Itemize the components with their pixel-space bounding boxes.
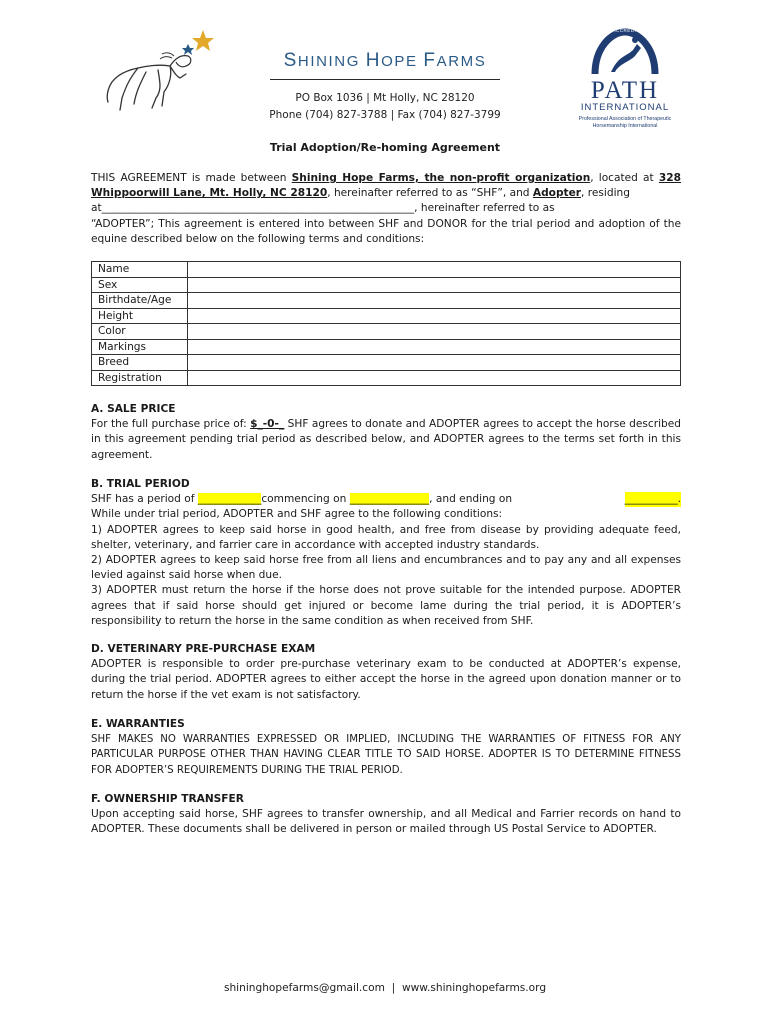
condition-3: 3) ADOPTER must return the horse if the horse does not prove suitable for the intended purpose. ADOPTER agrees that if said horse should get injured or become lame during the trial period, it is ADOPTER’s responsibility to return the horse in the same condition as when received from SHF.: [91, 584, 681, 627]
star-icon: [192, 30, 214, 51]
table-row: Sex: [92, 277, 681, 293]
footer: shininghopefarms@gmail.com | www.shininghopefarms.org: [223, 982, 547, 994]
table-cell[interactable]: [188, 277, 681, 293]
horse-logo: [100, 26, 220, 126]
star-icon: [182, 44, 194, 55]
table-row: Breed: [92, 355, 681, 371]
table-row: Name: [92, 262, 681, 278]
end-date-blank[interactable]: __________.: [625, 492, 681, 507]
intro-address-blank: at___________________________________________________________, hereinafter referred to as: [91, 202, 555, 215]
path-wordmark: PATH: [590, 77, 660, 104]
section-vet-exam: D. VETERINARY PRE-PURCHASE EXAM ADOPTER is responsible to order pre-purchase veterinary exam to be conducted at ADOPTER’s expense, during the trial period. ADOPTER agrees to either accept the horse in the agreed upon donation manner or to return the horse if the vet exam is not satisfactory.: [91, 643, 681, 701]
table-row: Height: [92, 308, 681, 324]
table-row: Markings: [92, 339, 681, 355]
section-heading: E. WARRANTIES: [91, 718, 185, 730]
table-row: Color: [92, 324, 681, 340]
table-cell[interactable]: [188, 324, 681, 340]
equine-table: [91, 261, 681, 386]
section-warranties: E. WARRANTIES SHF MAKES NO WARRANTIES EXPRESSED OR IMPLIED, INCLUDING THE WARRANTIES OF FITNESS FOR ANY PARTICULAR PURPOSE OTHER THAN HAVING CLEAR TITLE TO SAID HORSE. ADOPTER IS TO DETERMINE FITNESS FOR ADOPTER’S REQUIREMENTS DURING THE TRIAL PERIOD.: [91, 718, 681, 776]
phone-line: Phone (704) 827-3788 | Fax (704) 827-3799: [269, 109, 501, 121]
sale-price-value: $_-0-_: [250, 418, 285, 431]
intro-paragraph: THIS AGREEMENT is made between Shining Hope Farms, the non-profit organization, located at 328 Whippoorwill Lane, Mt. Holly, NC 28120, hereinafter referred to as “SHF”, and Adopter, residing at___________________________________________________________, hereinafter referred to as “ADOPTER”; This agreement is entered into between SHF and DONOR for the trial period and adoption of the equine described below on the following terms and conditions:: [91, 172, 681, 245]
section-ownership-transfer: F. OWNERSHIP TRANSFER Upon accepting said horse, SHF agrees to transfer ownership, and all Medical and Farrier records on hand to ADOPTER. These documents shall be delivered in person or mailed through US Postal Service to ADOPTER.: [91, 793, 681, 836]
section-heading: A. SALE PRICE: [91, 403, 176, 415]
document-title: Trial Adoption/Re-homing Agreement: [269, 141, 501, 154]
condition-1: 1) ADOPTER agrees to keep said horse in good health, and free from disease by providing adequate feed, shelter, veterinary, and farrier care in accordance with accepted industry standards.: [91, 523, 681, 551]
section-heading: F. OWNERSHIP TRANSFER: [91, 793, 244, 805]
table-cell[interactable]: [188, 308, 681, 324]
path-subtitle: INTERNATIONAL: [580, 102, 670, 113]
address-line: PO Box 1036 | Mt Holly, NC 28120: [295, 92, 475, 104]
path-logo: [565, 26, 685, 136]
table-row: Registration: [92, 370, 681, 386]
section-heading: B. TRIAL PERIOD: [91, 478, 190, 490]
org-title: SHINING HOPE FARMS: [283, 50, 487, 71]
path-ring-text: PREMIER ACCREDITED CENTER: [587, 28, 671, 33]
condition-2: 2) ADOPTER agrees to keep said horse free from all liens and encumbrances and to pay any and all expenses levied against said horse when due.: [91, 554, 681, 582]
footer-website[interactable]: www.shininghopefarms.org: [401, 982, 547, 994]
table-cell[interactable]: [188, 339, 681, 355]
table-cell[interactable]: [188, 355, 681, 371]
rider-icon: [585, 26, 671, 80]
section-heading: D. VETERINARY PRE-PURCHASE EXAM: [91, 643, 316, 655]
footer-email[interactable]: shininghopefarms@gmail.com: [223, 982, 385, 994]
trial-length-blank[interactable]: ____________: [197, 493, 262, 506]
table-cell[interactable]: [188, 293, 681, 309]
table-cell[interactable]: [188, 262, 681, 278]
table-row: Birthdate/Age: [92, 293, 681, 309]
path-caption-2: Horsemanship International: [592, 123, 658, 129]
section-sale-price: A. SALE PRICE For the full purchase price of: $_-0-_ SHF agrees to donate and ADOPTER agrees to accept the horse described in this agreement pending trial period as described below, and ADOPTER agrees to the terms set forth in this agreement.: [91, 403, 681, 461]
section-trial-period: B. TRIAL PERIOD SHF has a period of ____________commencing on _______________, and ending on __________. While under trial period, ADOPTER and SHF agree to the following conditions: 1) ADOPTER agrees to keep said horse in good health, and free from disease by providing adequate feed, shelter, veterinary, and farrier care in accordance with accepted industry standards. 2) ADOPTER agrees to keep said horse free from all liens and encumbrances and to pay any and all expenses levied against said horse when due. 3) ADOPTER must return the horse if the horse does not prove suitable for the intended purpose. ADOPTER agrees that if said horse should get injured or become lame during the trial period, it is ADOPTER’s responsibility to return the horse in the same condition as when received from SHF.: [91, 477, 681, 629]
table-cell[interactable]: [188, 370, 681, 386]
title-divider: [270, 79, 500, 80]
start-date-blank[interactable]: _______________: [349, 493, 430, 506]
path-caption-1: Professional Association of Therapeutic: [578, 116, 672, 122]
